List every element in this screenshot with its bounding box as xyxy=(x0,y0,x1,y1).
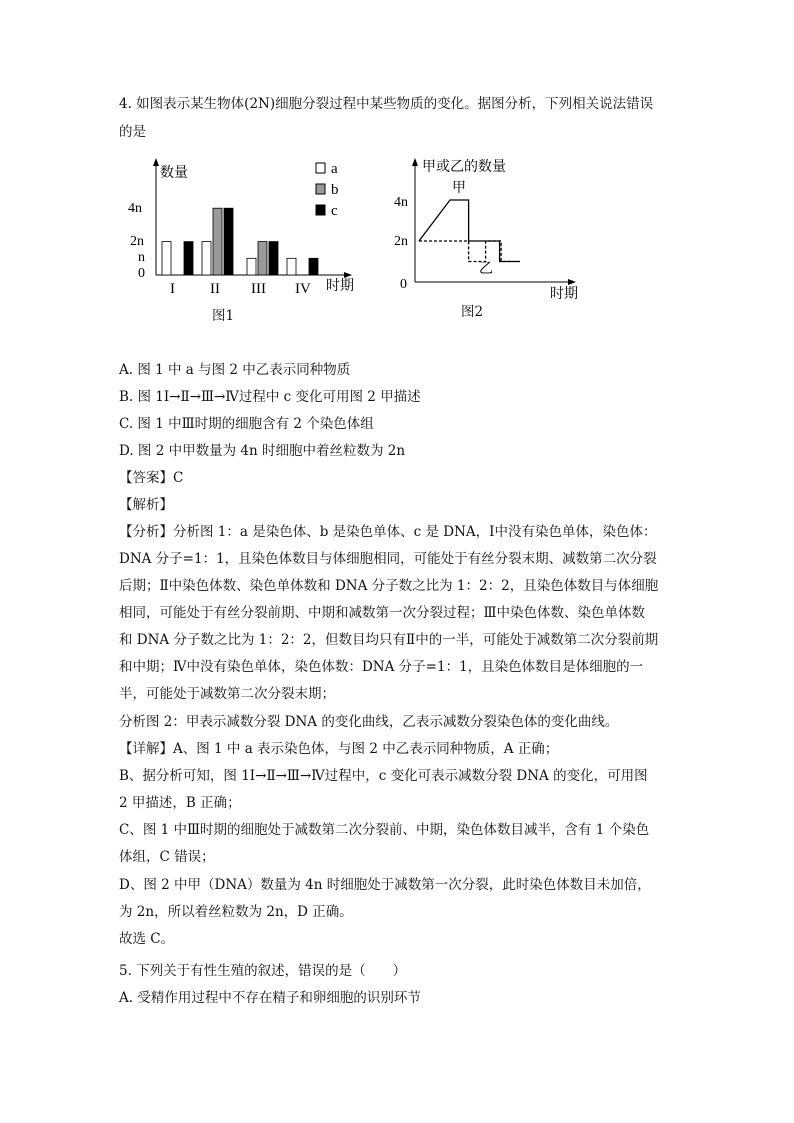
analysis-line-7: 半，可能处于减数第二次分裂末期； xyxy=(119,686,335,702)
fig1-xlabel: 时期 xyxy=(326,279,354,294)
fig1-category-labels xyxy=(170,281,311,297)
fig2-series-yi xyxy=(419,241,520,262)
bar-c-II xyxy=(224,208,233,275)
fig1-legend-a: a xyxy=(331,161,338,177)
fig1-category-IV: IV xyxy=(295,281,311,297)
bar-a-I xyxy=(162,242,171,275)
analysis-line-16: 故选 C。 xyxy=(119,931,175,947)
fig2-ytick-4n: 4n xyxy=(394,195,408,210)
fig1-ylabel: 数量 xyxy=(160,166,188,181)
figure1-caption: 图1 xyxy=(212,308,235,324)
analysis-line-2: DNA 分子=1：1，且染色体数目与体细胞相同，可能处于有丝分裂末期、减数第二次分裂 xyxy=(119,551,657,567)
question4-stem-line2: 的是 xyxy=(119,124,146,140)
question5-option-a: A. 受精作用过程中不存在精子和卵细胞的识别环节 xyxy=(119,990,421,1006)
fig2-series-jia xyxy=(419,200,520,262)
fig2-ylabel: 甲或乙的数量 xyxy=(422,160,506,175)
analysis-heading: 【解析】 xyxy=(119,497,173,513)
question5-stem: 5. 下列关于有性生殖的叙述，错误的是（ ） xyxy=(119,963,407,979)
analysis-line-10: B、据分析可知，图 1Ⅰ→Ⅱ→Ⅲ→Ⅳ过程中，c 变化可表示减数分裂 DNA 的变化，可用图 xyxy=(119,768,648,784)
fig2-label-yi: 乙 xyxy=(479,262,493,277)
analysis-line-1: 【分析】分析图 1：a 是染色体、b 是染色单体、c 是 DNA，Ⅰ中没有染色单体，染色体： xyxy=(119,524,657,540)
question4-stem-line1: 4. 如图表示某生物体(2N)细胞分裂过程中某些物质的变化。据图分析，下列相关说法错误 xyxy=(119,96,654,112)
bar-c-IV xyxy=(309,258,318,275)
analysis-line-5: 和 DNA 分子数之比为 1：2：2，但数目均只有Ⅱ中的一半，可能处于减数第二次分裂前期 xyxy=(119,632,659,648)
figure2-caption: 图2 xyxy=(461,304,484,320)
figure2-line-chart xyxy=(392,150,612,310)
fig2-y-axis-arrow xyxy=(412,158,418,166)
analysis-line-4: 相同，可能处于有丝分裂前期、中期和减数第一次分裂过程；Ⅲ中染色体数、染色单体数 xyxy=(119,605,646,621)
fig1-category-II: II xyxy=(210,281,220,297)
fig1-ytick-0: 0 xyxy=(138,266,145,281)
fig1-legend-c: c xyxy=(331,203,338,219)
figure1-bar-chart xyxy=(120,150,380,320)
bar-c-III xyxy=(269,242,278,275)
fig1-ytick-4n: 4n xyxy=(128,201,142,216)
bar-c-I xyxy=(184,242,193,275)
bar-a-III xyxy=(247,258,256,275)
fig2-label-jia: 甲 xyxy=(452,181,466,196)
analysis-line-11: 2 甲描述，B 正确； xyxy=(119,795,241,811)
analysis-line-3: 后期；Ⅱ中染色体数、染色单体数和 DNA 分子数之比为 1：2：2，且染色体数目与体细胞 xyxy=(119,578,659,594)
analysis-line-12: C、图 1 中Ⅲ时期的细胞处于减数第二次分裂前、中期，染色体数目减半，含有 1 个染色 xyxy=(119,822,650,838)
fig1-category-III: III xyxy=(251,281,266,297)
answer-line: 【答案】C xyxy=(119,470,184,486)
analysis-line-8: 分析图 2：甲表示减数分裂 DNA 的变化曲线，乙表示减数分裂染色体的变化曲线。 xyxy=(119,714,619,730)
option-a: A. 图 1 中 a 与图 2 中乙表示同种物质 xyxy=(119,362,351,378)
bar-a-IV xyxy=(287,258,296,275)
fig2-xlabel: 时期 xyxy=(550,287,578,302)
fig1-ytick-n: n xyxy=(138,250,145,265)
fig1-legend-b: b xyxy=(331,182,339,198)
option-d: D. 图 2 中甲数量为 4n 时细胞中着丝粒数为 2n xyxy=(119,443,406,459)
fig1-legend-swatch-b xyxy=(316,184,325,194)
fig2-x-axis-arrow xyxy=(568,279,576,285)
fig1-x-axis-arrow xyxy=(344,272,352,278)
fig1-y-axis-arrow xyxy=(153,158,159,166)
option-b: B. 图 1Ⅰ→Ⅱ→Ⅲ→Ⅳ过程中 c 变化可用图 2 甲描述 xyxy=(119,389,421,405)
bar-b-II xyxy=(213,208,222,275)
fig1-ytick-2n: 2n xyxy=(130,234,144,249)
bar-b-III xyxy=(258,242,267,275)
analysis-line-14: D、图 2 中甲（DNA）数量为 4n 时细胞处于减数第一次分裂，此时染色体数目未加倍， xyxy=(119,877,651,893)
fig1-bars-group xyxy=(162,208,318,275)
fig1-legend-swatch-c xyxy=(316,205,325,215)
bar-a-II xyxy=(202,242,211,275)
fig2-ytick-0: 0 xyxy=(400,277,407,292)
fig2-lines-group xyxy=(419,200,520,262)
fig2-ytick-2n: 2n xyxy=(394,234,408,249)
analysis-line-6: 和中期；Ⅳ中没有染色单体，染色体数：DNA 分子=1：1，且染色体数目是体细胞的一 xyxy=(119,659,644,675)
analysis-line-13: 体组，C 错误； xyxy=(119,849,215,865)
fig1-legend-swatch-a xyxy=(316,163,325,173)
option-c: C. 图 1 中Ⅲ时期的细胞含有 2 个染色体组 xyxy=(119,416,374,432)
fig1-category-I: I xyxy=(170,281,175,297)
analysis-line-9: 【详解】A、图 1 中 a 表示染色体，与图 2 中乙表示同种物质，A 正确； xyxy=(119,741,559,757)
analysis-line-15: 为 2n，所以着丝粒数为 2n，D 正确。 xyxy=(119,904,353,920)
